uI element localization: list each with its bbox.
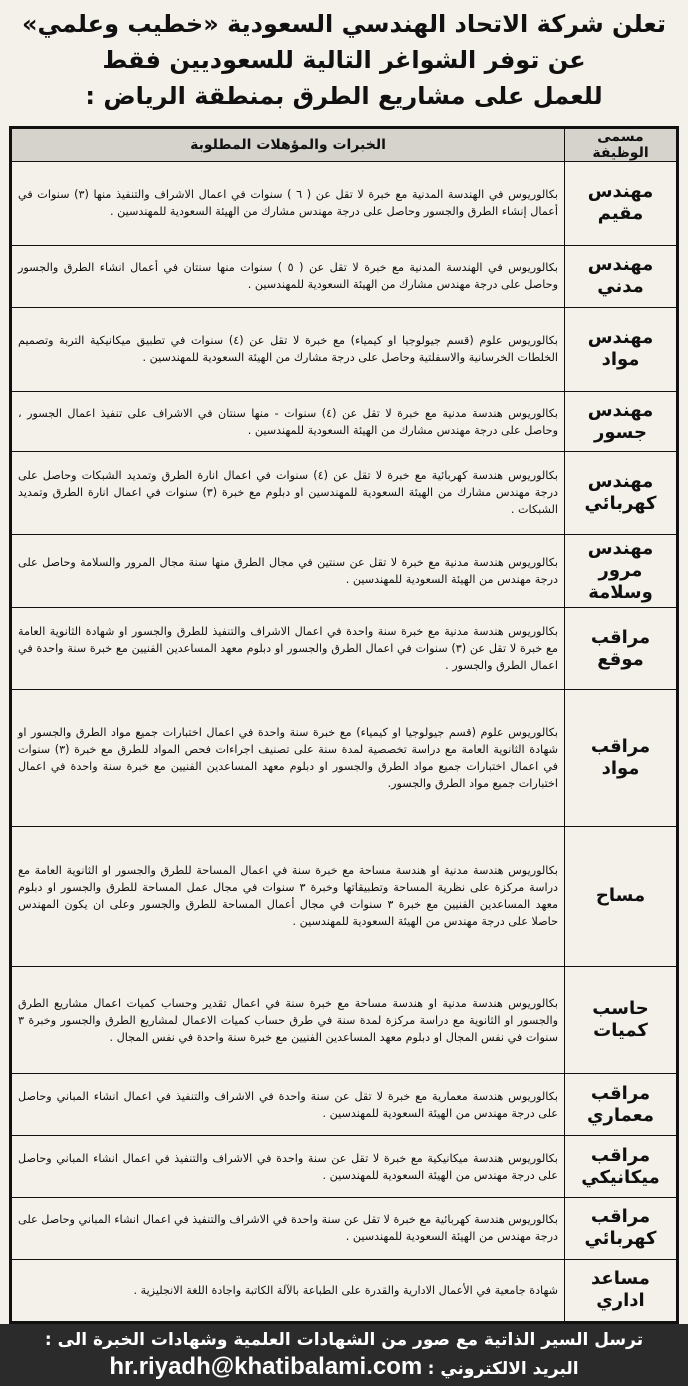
table-row (12, 307, 677, 392)
job-title: مهندس مرور وسلامة (565, 534, 677, 607)
job-qualifications: بكالوريوس في الهندسة المدنية مع خبرة لا تقل عن ( ٦ ) سنوات في اعمال الاشراف والتنفيذ منها (٣) سنوات في أعمال إنشاء الطرق والجسور وحاصل على درجة مهندس مشارك من الهيئة السعودية للمهندسين . (12, 162, 565, 246)
job-title: حاسب كميات (565, 966, 677, 1073)
job-qualifications: بكالوريوس هندسة ميكانيكية مع خبرة لا تقل عن سنة واحدة في الاشراف والتنفيذ في اعمال انشاء المباني وحاصل على درجة مهندس من الهيئة السعودية للمهندسين . (12, 1136, 565, 1198)
table-row (12, 245, 677, 307)
job-qualifications: شهادة جامعية في الأعمال الادارية والقدرة على الطباعة بالآلة الكاتبة واجادة اللغة الانجليزية . (12, 1259, 565, 1321)
job-title: مهندس جسور (565, 392, 677, 452)
table-header-row (12, 129, 677, 162)
table-row (12, 1259, 677, 1321)
table-row (12, 1198, 677, 1260)
job-title: مساعد اداري (565, 1259, 677, 1321)
header-line-3: للعمل على مشاريع الطرق بمنطقة الرياض : (85, 82, 603, 110)
job-qualifications: بكالوريوس هندسة مدنية او هندسة مساحة مع خبرة سنة في اعمال المساحة للطرق والجسور او الثانوية العامة مع دراسة مركزة على نظرية المساحة وتطبيقاتها وخبرة ٣ سنوات في مجال عمل المساحة للطرق والجسور او دبلوم معهد المساعدين الفنيين مع خبرة ٣ سنوات في مجال أعمال المساحة للطرق والجسور وعلى ان يكون المهندس حاصلا على درجة مهندس من الهيئة السعودية للمهندسين . (12, 826, 565, 966)
job-qualifications: بكالوريوس هندسة مدنية مع خبرة لا تقل عن (٤) سنوات - منها سنتان في الاشراف على تنفيذ اعمال الجسور ، وحاصل على درجة مهندس مشارك من الهيئة السعودية للمهندسين . (12, 392, 565, 452)
job-qualifications: بكالوريوس علوم (قسم جيولوجيا او كيمياء) مع خبرة سنة واحدة في اعمال اختبارات جميع مواد الطرق والجسور او شهادة الثانوية العامة مع دراسة تخصصية لمدة سنة على تصنيف اجراءات فحص المواد للطرق مع خبرة (٣) سنوات في اعمال اختبارات جميع مواد الطرق والجسور او دبلوم معهد المساعدين الفنيين مع خبرة سنة واحدة في اعمال اختبارات جميع مواد الطرق والجسور. (12, 690, 565, 826)
footer-instructions: ترسل السير الذاتية مع صور من الشهادات العلمية وشهادات الخبرة الى : (44, 1330, 644, 1350)
footer-email-line (0, 1352, 688, 1384)
job-qualifications: بكالوريوس هندسة مدنية مع خبرة سنة واحدة في اعمال الاشراف والتنفيذ للطرق والجسور او شهادة الثانوية العامة مع خبرة لا تقل عن (٣) سنوات في اعمال الطرق والجسور او دبلوم معهد المساعدين الفنيين مع خبرة سنة واحدة في اعمال الطرق والجسور . (12, 607, 565, 690)
table-row (12, 534, 677, 607)
vacancies-table (9, 126, 679, 1324)
column-header-qualifications: الخبرات والمؤهلات المطلوبة (12, 129, 565, 162)
header-line-2: عن توفر الشواغر التالية للسعوديين فقط (102, 46, 586, 74)
table-row (12, 826, 677, 966)
table-row (12, 451, 677, 534)
job-title: مساح (565, 826, 677, 966)
job-title: مهندس مواد (565, 307, 677, 392)
job-title: مراقب ميكانيكي (565, 1136, 677, 1198)
table-row (12, 690, 677, 826)
job-title: مراقب كهربائي (565, 1198, 677, 1260)
ad-footer (0, 1324, 688, 1386)
table-row (12, 162, 677, 246)
job-title: مهندس كهربائي (565, 451, 677, 534)
email-address: hr.riyadh@khatibalami.com (109, 1353, 423, 1380)
email-label: البريد الالكتروني : (427, 1359, 579, 1379)
job-title: مهندس مدني (565, 245, 677, 307)
column-header-job: مسمى الوظيفة (565, 129, 677, 162)
job-qualifications: بكالوريوس في الهندسة المدنية مع خبرة لا تقل عن ( ٥ ) سنوات منها سنتان في أعمال انشاء الطرق والجسور وحاصل على درجة مهندس مشارك من الهيئة السعودية للمهندسين . (12, 245, 565, 307)
job-title: مراقب موقع (565, 607, 677, 690)
job-title: مهندس مقيم (565, 162, 677, 246)
job-qualifications: بكالوريوس هندسة مدنية او هندسة مساحة مع خبرة سنة في اعمال تقدير وحساب كميات اعمال مشاريع الطرق والجسور او الثانوية مع دراسة مركزة لمدة سنة في طرق حساب كميات الاعمال لمشاريع الطرق والجسور وخبرة ٣ سنوات في نفس المجال او دبلوم معهد المساعدين الفنيين مع خبرة سنة واحدة في نفس المجال . (12, 966, 565, 1073)
table-row (12, 1074, 677, 1136)
job-qualifications: بكالوريوس هندسة مدنية مع خبرة لا تقل عن سنتين في مجال الطرق منها سنة مجال المرور والسلامة وحاصل على درجة مهندس من الهيئة السعودية للمهندسين . (12, 534, 565, 607)
ad-header (0, 0, 688, 126)
table-row (12, 1136, 677, 1198)
job-qualifications: بكالوريوس هندسة كهربائية مع خبرة لا تقل عن (٤) سنوات في اعمال انارة الطرق وتمديد الشبكات وحاصل على درجة مهندس مشارك من الهيئة السعودية للمهندسين او دبلوم مع خبرة (٣) سنوات في اعمال انارة الطرق وتمديد الشبكات . (12, 451, 565, 534)
job-qualifications: بكالوريوس هندسة معمارية مع خبرة لا تقل عن سنة واحدة في الاشراف والتنفيذ في اعمال انشاء المباني وحاصل على درجة مهندس من الهيئة السعودية للمهندسين . (12, 1074, 565, 1136)
job-qualifications: بكالوريوس علوم (قسم جيولوجيا او كيمياء) مع خبرة لا تقل عن (٤) سنوات في تطبيق ميكانيكية التربة وتصميم الخلطات الخرسانية والاسفلتية وحاصل على درجة مشارك من الهيئة السعودية للمهندسين . (12, 307, 565, 392)
table-row (12, 607, 677, 690)
job-title: مراقب مواد (565, 690, 677, 826)
table-row (12, 966, 677, 1073)
job-qualifications: بكالوريوس هندسة كهربائية مع خبرة لا تقل عن سنة واحدة في الاشراف والتنفيذ في اعمال انشاء المباني وحاصل على درجة مهندس من الهيئة السعودية للمهندسين . (12, 1198, 565, 1260)
job-title: مراقب معماري (565, 1074, 677, 1136)
header-line-1: تعلن شركة الاتحاد الهندسي السعودية «خطيب وعلمي» (22, 10, 666, 38)
table-row (12, 392, 677, 452)
